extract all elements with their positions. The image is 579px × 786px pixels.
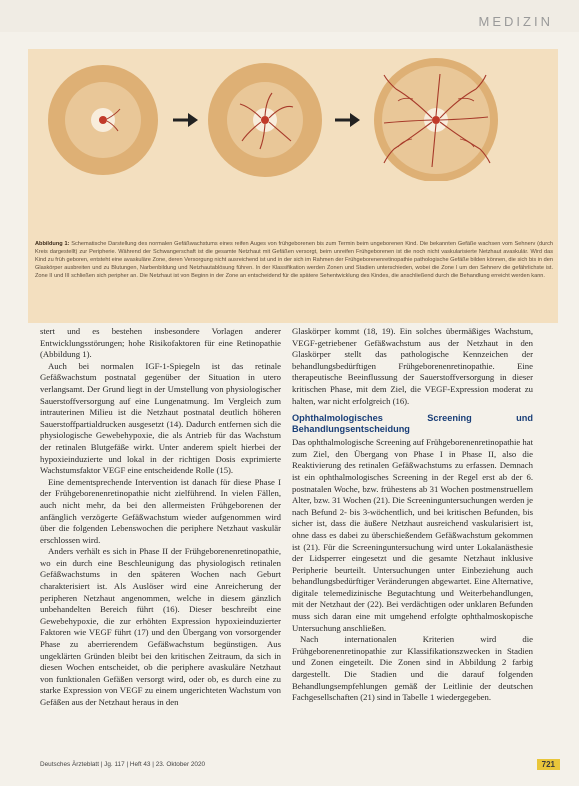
journal-citation: Deutsches Ärzteblatt | Jg. 117 | Heft 43 | 23. Oktober 2020: [40, 761, 206, 768]
right-column: [292, 326, 533, 704]
page-number: 721: [537, 759, 560, 770]
left-column: [40, 326, 281, 709]
paragraph: Nach internationalen Kriterien wird die Frühgeborenenretinopathie zur Klassifikationszwecken in Stadien und Zonen eingeteilt. Die Zonen sind in Abbildung 2 farbig dargestellt. Die Stadien und die darauf folgenden Behandlungsempfehlungen gemäß der Leitlinie der deutschen Fachgesellschaften (21) sind in Tabelle 1 wiedergegeben.: [292, 634, 533, 703]
paragraph: Das ophthalmologische Screening auf Frühgeborenenretinopathie hat zum Ziel, den Übergang von Phase I in Phase II, also die Reaktivierung des retinalen Gefäßwachstums zu erfassen. Demnach ist ein ophthalmologisches Screening in der Regel erst ab der 6. postnatalen Woche, bzw. frühestens ab 31 Wochen postmenstruellem Alter, bzw. 31 Wochen (21). Die Screeninguntersuchungen werden je nach Befund 2- bis 3-wöchentlich, und bei kritischen Befunden, bis sicher ist, dass die äußere Netzhaut ausreichend vaskularisiert ist, ohne dass es dabei zu überschießendem Gefäßwachstum gekommen ist (21). Für die Screeninguntersuchung wird unter Lokalanästhesie der Lidsperrer eingesetzt und die gesamte Netzhaut inklusive Peripherie beurteilt. Untersuchungen unter Einbeziehung auch behandlungsbedürftiger Veränderungen abgewartet. Eine Alternative, digitale telemedizinische Begutachtung und Weiterbehandlungen, mit der Netzhaut der (22). Bei verdächtigen oder unklaren Befunden muss sich daran eine mit umgehend erfolgte ophthalmoskopische Untersuchung anschließen.: [292, 437, 534, 633]
retina-stage-1: [48, 65, 158, 175]
paragraph: Eine dementsprechende Intervention ist danach für diese Phase I der Frühgeborenenretinopathie nicht zielführend. In vielen Fällen, auch nicht mehr, da bei den allermeisten Frühgeborenen der anfänglich verzögerte Gefäßwachstum wieder aufgenommen wird über die folgenden Lebenswochen die periphere Netzhaut vaskulär erschlossen wird.: [40, 476, 281, 545]
paragraph: Auch bei normalen IGF-1-Spiegeln ist das retinale Gefäßwachstum postnatal gegenüber der Situation in utero verlangsamt. Der Grund liegt in der Umstellung von physiologischer Sauerstoffversorgung auf eine Lungenatmung. Im Vergleich zum intrauterinen Milieu ist die Netzhaut postnatal deutlich höheren Sauerstoffpartialdrucken ausgesetzt (14). Dadurch entfernen sich die physiologische Gewebehypoxie, die als Antrieb für das Wachstum der retinalen Blutgefäße wirkt. Unter anderem spielt hierbei der hypoxieinduzierte und lokal in der richtigen Dosis exprimierte Wachstumsfaktor VEGF eine entscheidende Rolle (15).: [40, 360, 281, 476]
caption-label: Abbildung 1:: [35, 241, 70, 247]
section-heading: Ophthalmologisches Screening und Behandlungsentscheidung: [292, 413, 533, 435]
retina-stage-2: [208, 63, 322, 177]
section-label: MEDIZIN: [478, 14, 553, 29]
caption-text: Schematische Darstellung des normalen Gefäßwachstums eines reifen Auges von frühgeborenen bis zum Termin beim ungeborenen Kind. Die bekannten Gefäße wachsen vom Sehnerv (durch Kreis dargestellt) zur Peripherie. Während der Schwangerschaft ist die gesamte Netzhaut mit Gefäßen versorgt, beim unreifen Frühgeborenen ist die noch nicht vaskularisierte Netzhaut avaskulär. Wird das Kind zu früh geboren, entsteht eine avaskuläre Zone, deren Versorgung nicht ausreichend ist und in der sich im Rahmen der Frühgeborenenretinopathie pathologische Gefäße bilden können, die sich bis in den Glaskörper ausbreiten und zu Blutungen, Narbenbildung und Netzhautablösung führen. In der Klassifikation werden Zonen und Stadien unterschieden, wobei die Zone I um den Sehnerv die gefährlichste ist. Zone II und III schließen sich peripher an. Die Netzhaut ist von Beginn in der Zone an entscheidend für die spätere Sehentwicklung des Kindes, die anschließend durch die Behandlung erreicht werden kann.: [35, 241, 553, 280]
arrow-1: [173, 113, 198, 127]
paragraph: Glaskörper kommt (18, 19). Ein solches übermäßiges Wachstum, VEGF-getriebener Gefäßwachstum aus der Netzhaut in den Glaskörper stellt das pathologische Kennzeichen der behandlungsbedürftigen Frühgeborenenretinopathie. Eine therapeutische Beeinflussung der Sauerstoffversorgung in dieser kritischen Phase, mit dem Ziel, die VEGF-Expression moderat zu halten, war nicht erfolgreich (16).: [292, 326, 533, 406]
retina-illustration: [28, 49, 558, 181]
figure-1: [28, 49, 558, 323]
page-header: [0, 0, 579, 32]
retina-stage-3: [374, 58, 498, 181]
figure-caption: [35, 240, 553, 280]
page-footer: [40, 761, 560, 773]
paragraph: stert und es bestehen insbesondere Vorlagen anderer Entwicklungsstörungen; hohe Risikofaktoren für eine Retinopathie (Abbildung 1).: [40, 326, 281, 360]
paragraph: Anders verhält es sich in Phase II der Frühgeborenenretinopathie, wo ein durch eine Beschleunigung das physiologisch retinalen Gefäßwachstums in den späteren Wochen nach Geburt charakterisiert ist. Als Auslöser wird eine Anreicherung der peripheren Netzhaut angenommen, welche in diesem gänzlich unbehandelten Bereich führt (16). Dieser beschreibt eine Gewebehypoxie, die zur erhöhten Expression hypoxieinduzierter Faktoren wie VEGF führt (17) und den Übergang von vorsorgender Phase zu aberrierendem Gefäßwachstum begünstigen. Aus ungeklärten Gründen bleibt bei den kritischen Zeitraum, da sich in diesen Wochen entscheidet, ob die periphere avaskuläre Netzhaut von funktionalen Gefäßen versorgt wird, oder ob, es durch eine zu starke Expression von VEGF zu einem ungerichteten Wachstum von Gefäßen aus der Netzhaut heraus in den: [40, 546, 281, 707]
arrow-2: [335, 113, 360, 127]
